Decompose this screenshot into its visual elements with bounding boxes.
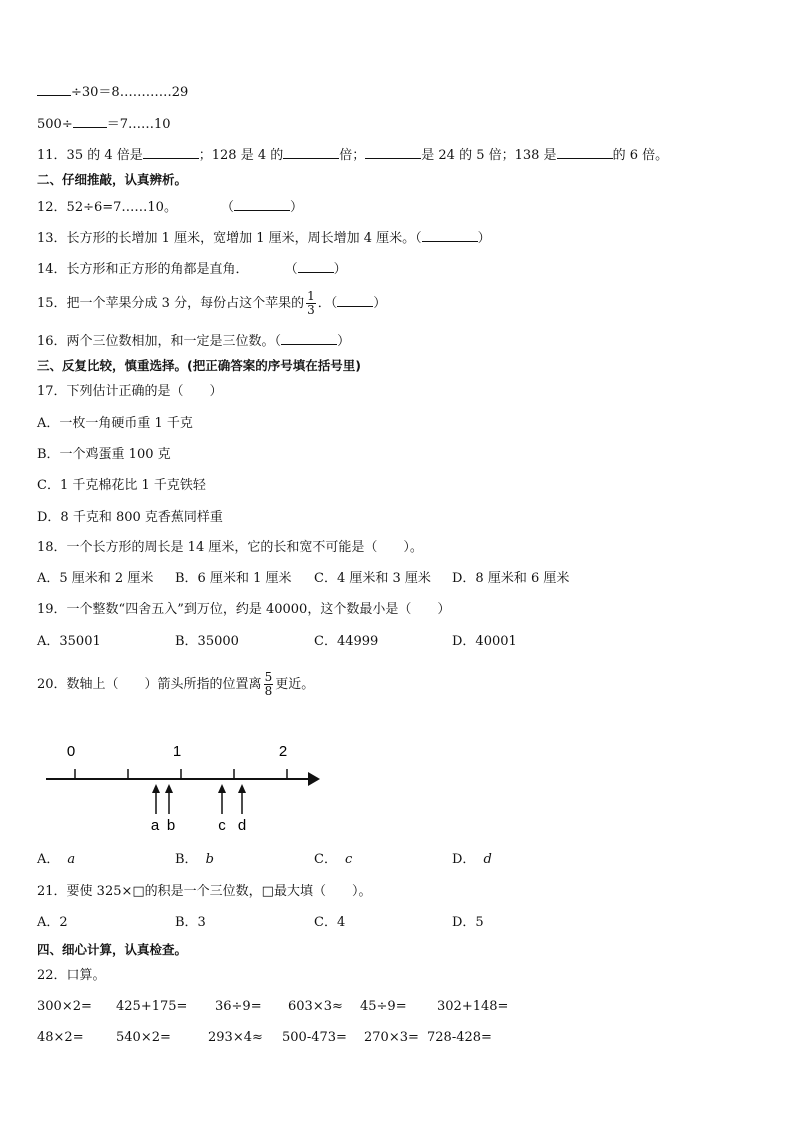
question-number: 11． xyxy=(37,148,67,163)
question-text: ；128 是 4 的 xyxy=(198,148,284,163)
question-text: 要使 325×□的积是一个三位数，□最大填（ ）。 xyxy=(66,884,372,899)
number-line-figure xyxy=(40,735,330,835)
question-14 xyxy=(37,259,347,279)
calc-item: 425+175= xyxy=(116,999,188,1014)
paren-open: （ xyxy=(220,200,234,215)
section-heading-3: 三、反复比较，慎重选择。(把正确答案的序号填在括号里) xyxy=(37,358,361,373)
question-text: 52÷6=7……10。 xyxy=(66,200,177,215)
question-16 xyxy=(37,331,350,351)
option-a[interactable]: A．一枚一角硬币重 1 千克 xyxy=(37,416,193,431)
arrow-b xyxy=(165,784,173,814)
equation-line-2 xyxy=(37,114,171,134)
option-a[interactable] xyxy=(37,851,75,869)
question-number: 22． xyxy=(37,968,67,983)
question-19 xyxy=(37,601,450,619)
option-variable: d xyxy=(483,852,492,867)
calc-item: 48×2= xyxy=(37,1030,84,1045)
calc-item: 45÷9= xyxy=(360,999,407,1014)
question-text: 是 24 的 5 倍；138 是 xyxy=(421,148,557,163)
question-13 xyxy=(37,228,491,248)
question-15 xyxy=(37,289,386,319)
option-letter: A． xyxy=(37,852,60,867)
paren-close: ） xyxy=(337,334,351,349)
question-number: 18． xyxy=(37,540,67,555)
calc-item: 293×4≈ xyxy=(208,1030,263,1045)
calc-item: 36÷9= xyxy=(215,999,262,1014)
question-20 xyxy=(37,670,314,700)
answer-blank[interactable] xyxy=(365,145,421,159)
question-text: 长方形和正方形的角都是直角． xyxy=(66,262,249,277)
option-letter: C． xyxy=(314,852,337,867)
question-text: 数轴上（ ）箭头所指的位置离 xyxy=(66,677,262,692)
option-c[interactable]: C．4 厘米和 3 厘米 xyxy=(314,571,431,586)
fraction-denominator: 3 xyxy=(307,303,315,317)
arrow-label-b: b xyxy=(166,817,176,834)
answer-blank[interactable] xyxy=(298,259,334,273)
arrow-label-a: a xyxy=(150,817,160,834)
paren-close: ） xyxy=(333,262,347,277)
option-d[interactable]: D．8 厘米和 6 厘米 xyxy=(452,571,570,586)
axis-label-0: 0 xyxy=(66,743,76,760)
option-a[interactable]: A．35001 xyxy=(37,634,101,649)
option-a[interactable]: A．5 厘米和 2 厘米 xyxy=(37,571,154,586)
axis-arrowhead xyxy=(308,772,320,786)
question-number: 21． xyxy=(37,884,67,899)
option-a[interactable]: A．2 xyxy=(37,915,68,930)
paren-close: ） xyxy=(373,296,387,311)
question-number: 19． xyxy=(37,602,67,617)
question-number: 13． xyxy=(37,231,67,246)
question-number: 20． xyxy=(37,677,67,692)
calc-item: 270×3= xyxy=(364,1030,419,1045)
calc-item: 603×3≈ xyxy=(288,999,343,1014)
calc-item: 540×2= xyxy=(116,1030,171,1045)
question-text: 两个三位数相加，和一定是三位数。（ xyxy=(66,334,282,349)
axis-label-1: 1 xyxy=(172,743,182,760)
question-12 xyxy=(37,197,303,217)
option-c[interactable]: C．4 xyxy=(314,915,346,930)
option-variable: b xyxy=(205,852,214,867)
answer-blank[interactable] xyxy=(73,114,107,128)
fraction-numerator: 1 xyxy=(307,289,315,303)
option-c[interactable]: C．1 千克棉花比 1 千克铁轻 xyxy=(37,478,206,493)
question-text: 把一个苹果分成 3 分，每份占这个苹果的 xyxy=(66,296,305,311)
question-text: 的 6 倍。 xyxy=(612,148,669,163)
question-number: 12． xyxy=(37,200,67,215)
answer-blank[interactable] xyxy=(283,145,339,159)
answer-blank[interactable] xyxy=(337,293,373,307)
option-variable: c xyxy=(344,852,353,867)
equation-text: 500÷ xyxy=(37,117,73,132)
option-d[interactable] xyxy=(452,851,492,869)
question-number: 17． xyxy=(37,384,67,399)
answer-blank[interactable] xyxy=(234,197,290,211)
question-22 xyxy=(37,967,106,985)
option-c[interactable]: C．44999 xyxy=(314,634,379,649)
equation-text: ＝7……10 xyxy=(106,117,171,132)
option-d[interactable]: D．5 xyxy=(452,915,484,930)
calc-item: 728-428= xyxy=(427,1030,492,1045)
option-b[interactable]: B．6 厘米和 1 厘米 xyxy=(175,571,292,586)
question-text: 长方形的长增加 1 厘米，宽增加 1 厘米，周长增加 4 厘米。（ xyxy=(66,231,422,246)
question-17 xyxy=(37,383,223,401)
question-text: 35 的 4 倍是 xyxy=(66,148,143,163)
calc-item: 302+148= xyxy=(437,999,509,1014)
option-d[interactable]: D．40001 xyxy=(452,634,517,649)
question-text: 口算。 xyxy=(66,968,106,983)
question-21 xyxy=(37,883,371,901)
question-number: 16． xyxy=(37,334,67,349)
question-18 xyxy=(37,539,423,557)
answer-blank[interactable] xyxy=(143,145,199,159)
equation-line-1 xyxy=(37,82,188,102)
question-text: ．（ xyxy=(317,296,338,311)
question-text: 倍； xyxy=(339,148,366,163)
option-b[interactable]: B．一个鸡蛋重 100 克 xyxy=(37,447,171,462)
fraction-numerator: 5 xyxy=(264,670,273,684)
option-d[interactable]: D．8 千克和 800 克香蕉同样重 xyxy=(37,510,223,525)
paren-open: （ xyxy=(284,262,298,277)
question-text: 下列估计正确的是（ ） xyxy=(66,384,223,399)
answer-blank[interactable] xyxy=(422,228,478,242)
option-letter: D． xyxy=(452,852,476,867)
option-b[interactable]: B．3 xyxy=(175,915,206,930)
question-number: 15． xyxy=(37,296,67,311)
question-number: 14． xyxy=(37,262,67,277)
option-letter: B． xyxy=(175,852,198,867)
equation-text: ÷30＝8…………29 xyxy=(71,85,189,100)
fraction-five-eighths xyxy=(264,671,274,698)
option-c[interactable] xyxy=(314,851,352,869)
paren-close: ） xyxy=(289,200,303,215)
arrow-a xyxy=(152,784,160,814)
question-11 xyxy=(37,145,668,165)
paren-close: ） xyxy=(477,231,491,246)
fraction-denominator: 8 xyxy=(264,684,273,698)
question-text: 一个整数“四舍五入”到万位，约是 40000，这个数最小是（ ） xyxy=(66,602,451,617)
calc-item: 500-473= xyxy=(282,1030,347,1045)
axis-label-2: 2 xyxy=(278,743,288,760)
option-variable: a xyxy=(67,852,76,867)
arrow-d xyxy=(238,784,246,814)
section-heading-2: 二、仔细推敲，认真辨析。 xyxy=(37,172,188,187)
fraction-one-third xyxy=(306,290,316,317)
question-text: 更近。 xyxy=(275,677,315,692)
arrow-c xyxy=(218,784,226,814)
section-heading-4: 四、细心计算，认真检查。 xyxy=(37,942,188,957)
option-b[interactable]: B．35000 xyxy=(175,634,239,649)
answer-blank[interactable] xyxy=(557,145,613,159)
arrow-label-c: c xyxy=(218,817,226,834)
option-b[interactable] xyxy=(175,851,214,869)
calc-item: 300×2= xyxy=(37,999,92,1014)
answer-blank[interactable] xyxy=(37,82,71,96)
question-text: 一个长方形的周长是 14 厘米，它的长和宽不可能是（ ）。 xyxy=(66,540,423,555)
arrow-label-d: d xyxy=(237,817,247,834)
answer-blank[interactable] xyxy=(281,331,337,345)
